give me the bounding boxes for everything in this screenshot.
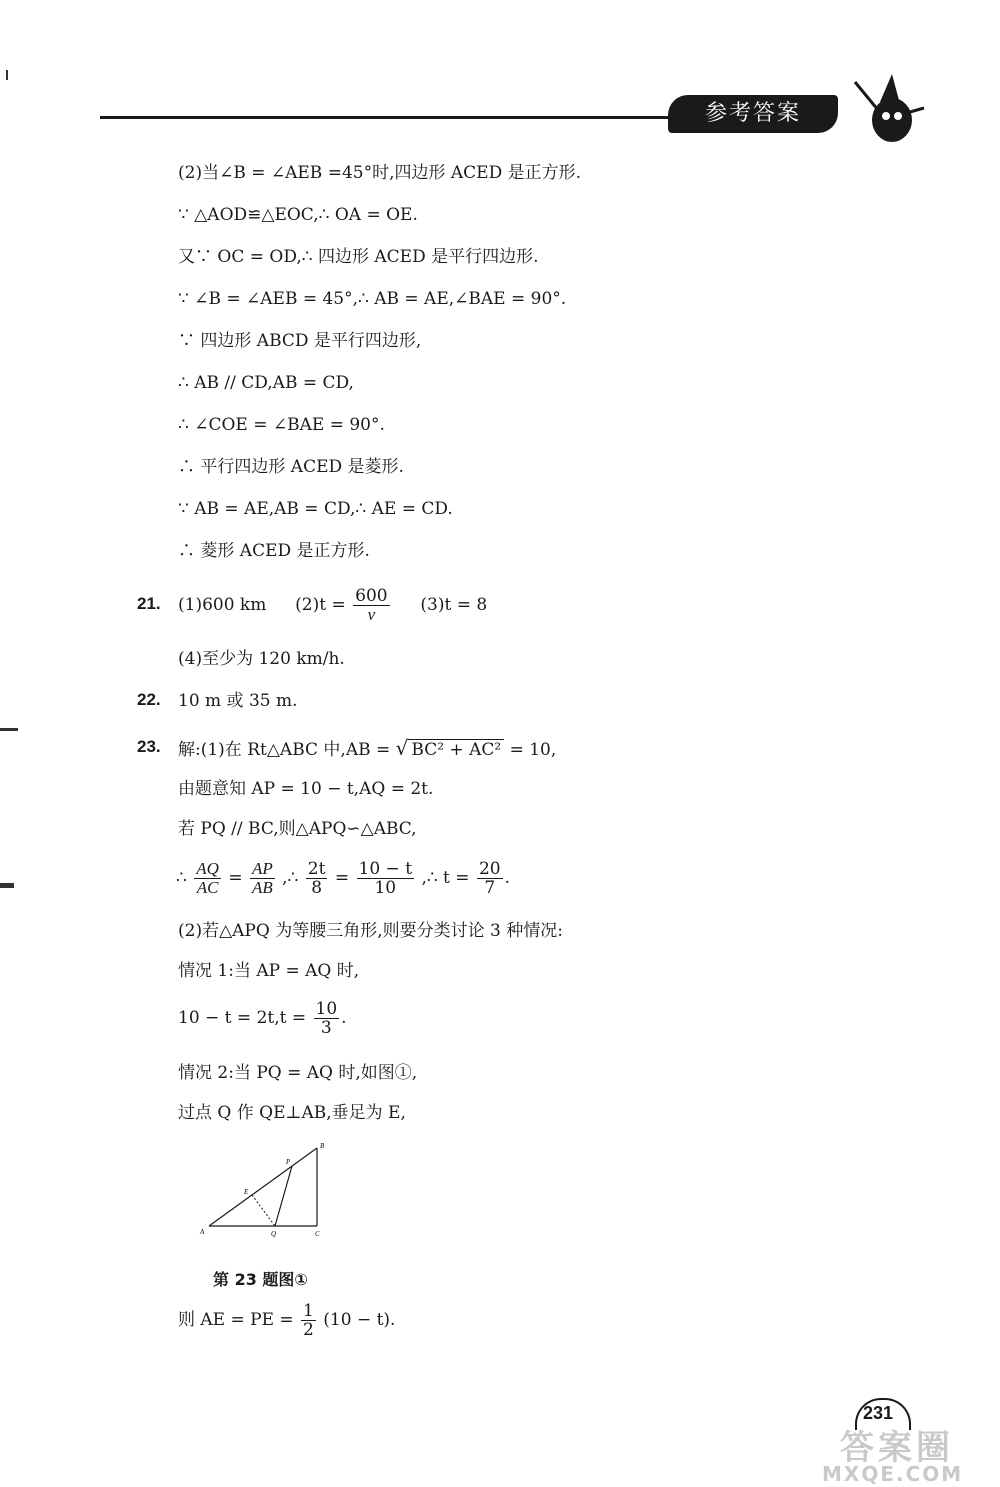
proof-line-7: ∴ ∠COE = ∠BAE = 90°. xyxy=(178,415,385,435)
q21-fraction xyxy=(353,587,389,624)
margin-mark xyxy=(0,883,14,888)
q23-line-8: 情况 2:当 PQ = AQ 时,如图①, xyxy=(178,1063,418,1083)
q23-line-5: (2)若△APQ 为等腰三角形,则要分类讨论 3 种情况: xyxy=(178,921,563,941)
fraction-numerator: 10 xyxy=(315,999,338,1019)
equals-sign: = xyxy=(334,868,350,888)
fraction-denominator: AB xyxy=(251,878,273,897)
fraction-denominator: 2 xyxy=(303,1320,314,1340)
q23-line-10-prefix: 则 AE = PE = xyxy=(178,1310,294,1330)
answer-banner: 参考答案 xyxy=(668,95,838,133)
fraction-denominator: AC xyxy=(196,878,219,897)
q23-line-9: 过点 Q 作 QE⊥AB,垂足为 E, xyxy=(178,1103,406,1123)
q23-line-10-suffix: (10 − t). xyxy=(323,1310,396,1330)
q23-line-6: 情况 1:当 AP = AQ 时, xyxy=(178,961,360,981)
proof-line-8: ∴ 平行四边形 ACED 是菱形. xyxy=(178,457,404,477)
q21-part1: (1)600 km xyxy=(178,595,267,615)
q23-line-2: 由题意知 AP = 10 − t,AQ = 2t. xyxy=(178,779,434,799)
fraction-denominator: 3 xyxy=(320,1018,332,1038)
q23-line-4 xyxy=(176,856,510,900)
fraction-10-minus-t-over-10 xyxy=(357,860,415,897)
q23-line-10 xyxy=(178,1298,395,1342)
watermark-top: 答案圈 xyxy=(840,1428,954,1468)
question-22-number: 22. xyxy=(137,690,161,709)
segment-qe xyxy=(252,1195,275,1226)
fraction-20-7 xyxy=(477,860,503,897)
proof-line-4: ∵ ∠B = ∠AEB = 45°,∴ AB = AE,∠BAE = 90°. xyxy=(178,289,567,309)
therefore-separator: ,∴ xyxy=(282,868,299,888)
proof-line-6: ∴ AB // CD,AB = CD, xyxy=(178,373,354,393)
q21-fraction-numerator: 600 xyxy=(355,586,388,606)
label-b: B xyxy=(320,1142,325,1150)
fraction-numerator: AP xyxy=(251,859,273,878)
proof-line-2: ∵ △AOD≌△EOC,∴ OA = OE. xyxy=(178,205,418,225)
margin-mark xyxy=(0,728,18,731)
q23-line-1 xyxy=(178,737,556,761)
label-q: Q xyxy=(271,1230,277,1238)
triangle-figure xyxy=(195,1138,335,1243)
wizard-icon xyxy=(850,72,930,147)
label-a: A xyxy=(200,1228,205,1236)
fraction-denominator: 8 xyxy=(311,878,323,898)
therefore-symbol: ∴ xyxy=(176,868,187,888)
fraction-denominator: 7 xyxy=(484,878,496,898)
fraction-aq-ac xyxy=(194,860,221,897)
fraction-numerator: AQ xyxy=(196,859,219,878)
equals-sign: = xyxy=(228,868,243,888)
segment-ab xyxy=(209,1148,317,1226)
proof-line-1: (2)当∠B = ∠AEB =45°时,四边形 ACED 是正方形. xyxy=(178,163,582,183)
proof-line-9: ∵ AB = AE,AB = CD,∴ AE = CD. xyxy=(178,499,453,519)
label-e: E xyxy=(244,1188,249,1196)
q23-line-7 xyxy=(178,996,347,1040)
fraction-numerator: 10 − t xyxy=(358,859,413,879)
q22-answer: 10 m 或 35 m. xyxy=(178,691,298,711)
figure-caption: 第 23 题图① xyxy=(213,1270,308,1289)
question-21-number: 21. xyxy=(137,594,161,613)
proof-line-3: 又∵ OC = OD,∴ 四边形 ACED 是平行四边形. xyxy=(178,247,539,267)
page-number: 231 xyxy=(863,1403,894,1423)
q23-line-1-prefix: 解:(1)在 Rt△ABC 中,AB = xyxy=(178,740,391,760)
sqrt-radicand: BC² + AC² xyxy=(408,739,504,760)
fraction-numerator: 1 xyxy=(303,1301,314,1321)
label-c: C xyxy=(315,1230,320,1238)
sqrt-radical: √ xyxy=(395,736,409,760)
fraction-denominator: 10 xyxy=(374,878,397,898)
proof-line-5: ∵ 四边形 ABCD 是平行四边形, xyxy=(178,331,422,351)
fraction-10-3 xyxy=(314,1000,340,1037)
q21-part2-prefix: (2)t = xyxy=(295,595,346,615)
question-23-number: 23. xyxy=(137,737,161,756)
q21-answers xyxy=(178,583,487,627)
header-rule xyxy=(100,116,675,119)
fraction-numerator: 20 xyxy=(478,859,501,879)
q23-line-7-prefix: 10 − t = 2t,t = xyxy=(178,1008,307,1028)
q21-fraction-denominator: v xyxy=(367,605,376,624)
result-prefix: ,∴ t = xyxy=(421,868,470,888)
fraction-numerator: 2t xyxy=(307,859,326,879)
q23-line-3: 若 PQ // BC,则△APQ∽△ABC, xyxy=(178,819,417,839)
segment-pq xyxy=(275,1166,292,1226)
fraction-ap-ab xyxy=(250,860,275,897)
q23-line-1-suffix: = 10, xyxy=(509,740,557,760)
q21-part3: (3)t = 8 xyxy=(420,595,488,615)
q21-part4: (4)至少为 120 km/h. xyxy=(178,649,345,669)
fraction-2t-8 xyxy=(306,860,328,897)
watermark-bottom: MXQE.COM xyxy=(822,1462,964,1486)
period: . xyxy=(504,868,510,888)
fraction-1-2 xyxy=(301,1302,316,1339)
proof-line-10: ∴ 菱形 ACED 是正方形. xyxy=(178,541,370,561)
margin-mark xyxy=(6,70,8,80)
period: . xyxy=(341,1008,347,1028)
label-p: P xyxy=(286,1158,291,1166)
